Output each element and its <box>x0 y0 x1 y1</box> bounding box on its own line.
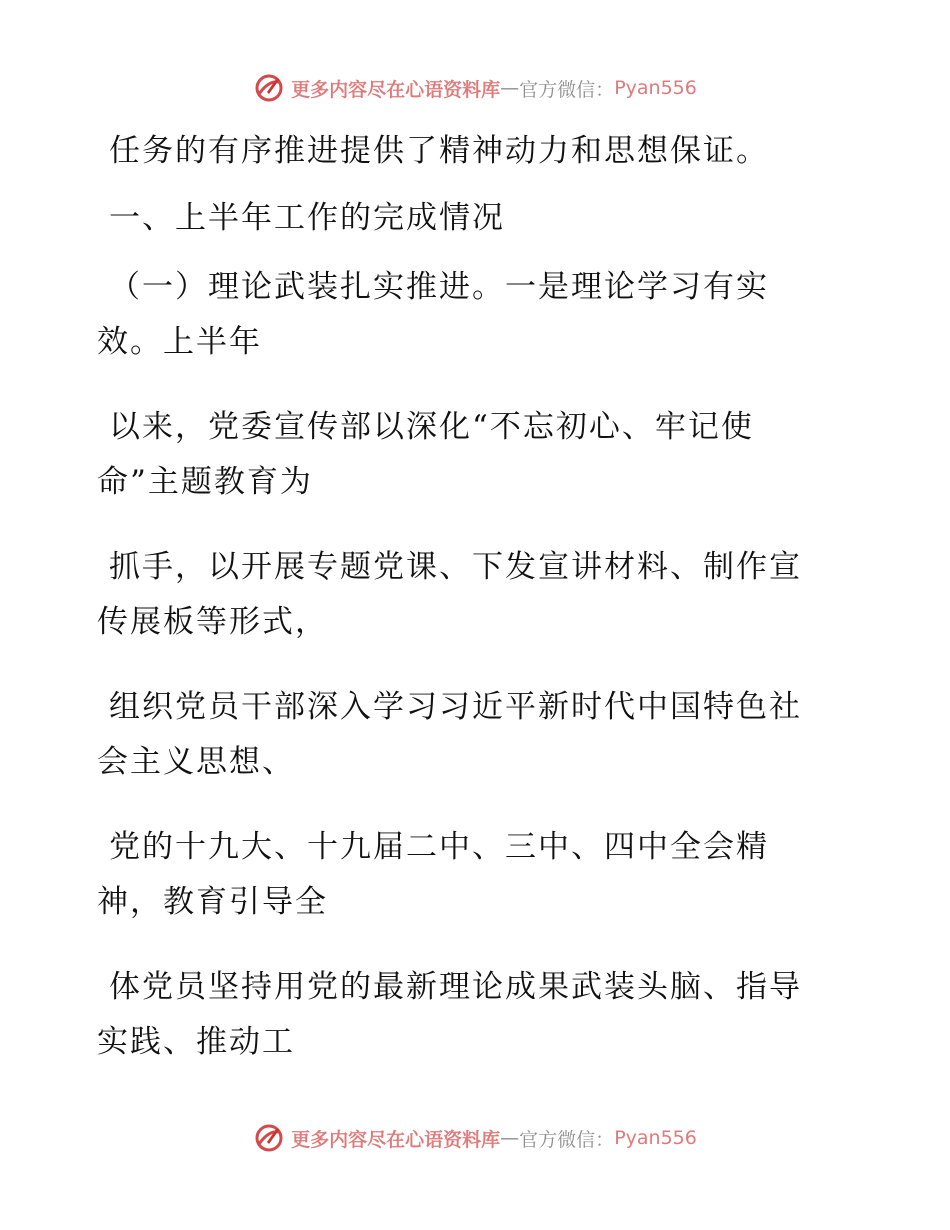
paragraph <box>97 960 837 1070</box>
header-watermark <box>0 72 950 104</box>
pen-swirl-logo-icon <box>253 72 285 104</box>
paragraph <box>97 680 837 790</box>
paragraph-line: 实践、推动工 <box>97 1024 295 1060</box>
watermark-label: 官方微信： <box>519 1128 615 1151</box>
paragraph-line: 体党员坚持用党的最新理论成果武装头脑、指导 <box>109 969 802 1005</box>
document-body <box>97 124 837 1100</box>
section-heading <box>97 191 837 246</box>
paragraph-line: 神，教育引导全 <box>97 884 328 920</box>
paragraph-line: 会主义思想、 <box>97 744 295 780</box>
watermark-brand: 更多内容尽在心语资料库 <box>291 1128 501 1151</box>
paragraph-line: 组织党员干部深入学习习近平新时代中国特色社 <box>109 689 802 725</box>
paragraph-line: 效。上半年 <box>97 324 262 360</box>
watermark-dash: — <box>500 77 520 99</box>
paragraph <box>97 260 837 370</box>
paragraph <box>97 124 837 179</box>
paragraph-line: 党的十九大、十九届二中、三中、四中全会精 <box>109 829 769 865</box>
paragraph <box>97 400 837 510</box>
paragraph-line: 任务的有序推进提供了精神动力和思想保证。 <box>109 133 769 169</box>
pen-swirl-logo-icon <box>253 1122 285 1154</box>
paragraph-line: 以来，党委宣传部以深化“不忘初心、牢记使 <box>109 409 754 445</box>
footer-watermark <box>0 1122 950 1154</box>
paragraph-line: 一、上半年工作的完成情况 <box>109 200 505 236</box>
paragraph-line: 命”主题教育为 <box>97 464 313 500</box>
watermark-wechat-id: Pyan556 <box>614 1127 697 1149</box>
watermark-label: 官方微信： <box>519 78 615 101</box>
watermark-wechat-id: Pyan556 <box>614 77 697 99</box>
paragraph <box>97 820 837 930</box>
paragraph-line: （一）理论武装扎实推进。一是理论学习有实 <box>109 269 769 305</box>
paragraph-line: 抓手，以开展专题党课、下发宣讲材料、制作宣 <box>109 549 802 585</box>
watermark-brand: 更多内容尽在心语资料库 <box>291 78 501 101</box>
paragraph <box>97 540 837 650</box>
paragraph-line: 传展板等形式， <box>97 604 328 640</box>
watermark-dash: — <box>500 1127 520 1149</box>
